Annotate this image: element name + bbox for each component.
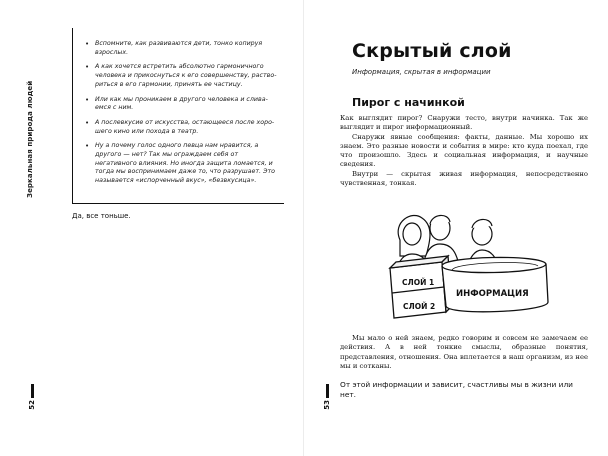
page-number-left	[26, 384, 38, 414]
list-item: • А послевкусие от искусства, остающееся после хорошего кино или похода в театр.	[85, 118, 275, 135]
body-text-bottom	[340, 334, 588, 371]
paragraph: Внутри — скрытая живая информация, непосредственно чувственная, тонкая.	[340, 169, 588, 188]
list-item: • А как хочется встретить абсолютно гармоничного человека и прикоснуться к его совершенству, раствориться в его гармонии, принять ее частицу.	[85, 63, 277, 88]
page-number-bar	[326, 384, 329, 398]
list-item: • Вспомните, как развиваются дети, тонко копируя взрослых.	[85, 40, 263, 56]
page-number-right	[321, 384, 333, 414]
body-text-top	[340, 114, 588, 188]
list-item: • Или как мы проникаем в другого человека и сливаемся с ним.	[85, 95, 268, 112]
chapter-title: Скрытый слой	[352, 40, 512, 62]
bullet-icon: •	[85, 142, 90, 151]
paragraph: Снаружи явные сообщения: факты, данные. Мы хорошо их знаем. Это разные новости и события в мире: кто куда поехал, где что произошло. Здесь и социальная информация, и научные сведения.	[340, 132, 588, 169]
bullet-box	[72, 28, 284, 204]
chapter-subtitle: Информация, скрытая в информации	[352, 68, 491, 76]
page-number-text: 53	[323, 400, 331, 410]
label-information: ИНФОРМАЦИЯ	[456, 289, 529, 299]
list-item: • Ну а почему голос одного певца нам нравится, а другого — нет? Так мы ограждаем себя от негативного влияния. Но иногда защита ломается, и тогда мы воспринимаем даже то, что разрушает. Это называется «испорченный вкус», «безвкусица».	[85, 142, 275, 185]
closing-line: Да, все тоньше.	[72, 212, 131, 220]
label-layer-1: СЛОЙ 1	[402, 278, 435, 287]
page-number-text: 52	[28, 400, 36, 410]
running-head-left: Зеркальная природа людей	[26, 80, 34, 198]
pie-layers-illustration	[382, 204, 552, 322]
closing-paragraph: От этой информации и зависит, счастливы мы в жизни или нет.	[340, 380, 573, 399]
bullet-icon: •	[85, 40, 90, 48]
page-number-bar	[31, 384, 34, 398]
bullet-icon: •	[85, 63, 90, 72]
label-layer-2: СЛОЙ 2	[403, 302, 436, 311]
bullet-icon: •	[85, 95, 90, 104]
paragraph: Мы мало о ней знаем, редко говорим и совсем не замечаем ее действия. А в ней тонкие смыслы, образные понятия, представления, отношения. Она вплетается в наш организм, из нее мы и сотканы.	[340, 334, 588, 370]
bullet-list	[73, 28, 284, 186]
section-title: Пирог с начинкой	[352, 96, 465, 109]
paragraph: Как выглядит пирог? Снаружи тесто, внутри начинка. Так же выглядит и пирог информационный.	[340, 114, 588, 132]
bullet-icon: •	[85, 118, 90, 127]
